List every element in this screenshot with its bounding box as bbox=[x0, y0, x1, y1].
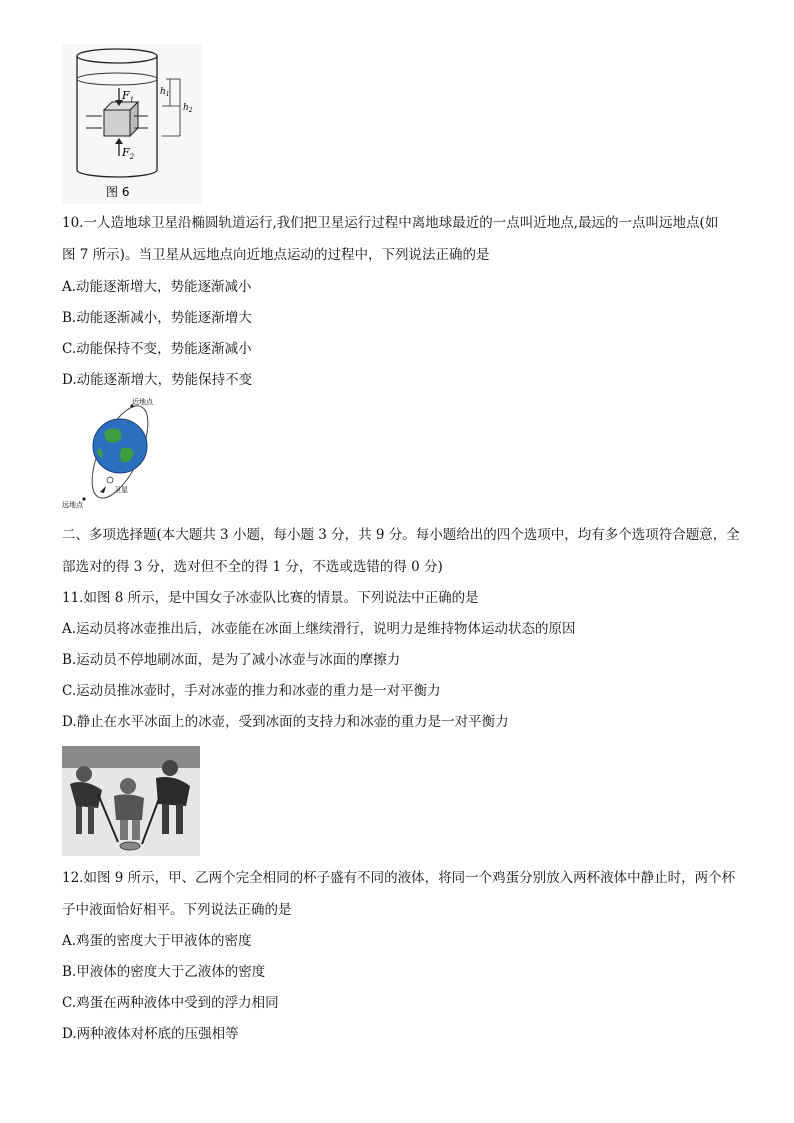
q10-stem-line2: 图 7 所示)。当卫星从远地点向近地点运动的过程中，下列说法正确的是 bbox=[62, 247, 490, 263]
section2-line1: 二、多项选择题(本大题共 3 小题，每小题 3 分，共 9 分。每小题给出的四个选项中，均有多个选项符合题意，全 bbox=[62, 527, 740, 543]
label-f2-sub: 2 bbox=[129, 153, 135, 161]
figure-8-curling-photo bbox=[62, 746, 200, 856]
figure-6-caption: 图 6 bbox=[106, 185, 130, 199]
label-h1: h bbox=[160, 87, 166, 97]
label-h2: h bbox=[183, 103, 189, 113]
q12-stem-line2: 子中液面恰好相平。下列说法正确的是 bbox=[62, 902, 292, 918]
earth-globe-icon bbox=[93, 419, 147, 473]
q11-option-c: C.运动员推冰壶时，手对冰壶的推力和冰壶的重力是一对平衡力 bbox=[62, 683, 441, 699]
q10-option-c: C.动能保持不变，势能逐渐减小 bbox=[62, 341, 252, 357]
q12-option-b: B.甲液体的密度大于乙液体的密度 bbox=[62, 964, 266, 980]
q12-option-a: A.鸡蛋的密度大于甲液体的密度 bbox=[62, 933, 252, 949]
label-f1-sub: 1 bbox=[129, 96, 135, 104]
q12-option-c: C.鸡蛋在两种液体中受到的浮力相同 bbox=[62, 995, 279, 1011]
q10-option-b: B.动能逐渐减小，势能逐渐增大 bbox=[62, 310, 252, 326]
label-f1: F bbox=[122, 89, 130, 102]
q12-stem-line1: 12.如图 9 所示，甲、乙两个完全相同的杯子盛有不同的液体，将同一个鸡蛋分别放入两杯液体中静止时，两个杯 bbox=[62, 870, 736, 886]
section2-line2: 部选对的得 3 分，选对但不全的得 1 分，不选或选错的得 0 分) bbox=[62, 559, 443, 575]
figure-6-cylinder-diagram bbox=[62, 44, 202, 204]
label-satellite: 卫星 bbox=[114, 486, 128, 494]
label-h2-sub: 2 bbox=[188, 107, 193, 114]
q10-stem-line1: 10.一人造地球卫星沿椭圆轨道运行,我们把卫星运行过程中离地球最近的一点叫近地点,最远的一点叫远地点(如 bbox=[62, 215, 719, 231]
label-perigee: 近地点 bbox=[132, 398, 153, 406]
q11-option-d: D.静止在水平冰面上的冰壶，受到冰面的支持力和冰壶的重力是一对平衡力 bbox=[62, 714, 509, 730]
figure-7-orbit-diagram bbox=[62, 396, 162, 508]
label-h1-sub: 1 bbox=[165, 91, 170, 98]
label-apogee: 远地点 bbox=[62, 501, 83, 508]
q11-option-b: B.运动员不停地刷冰面，是为了减小冰壶与冰面的摩擦力 bbox=[62, 652, 401, 668]
q11-stem: 11.如图 8 所示，是中国女子冰壶队比赛的情景。下列说法中正确的是 bbox=[62, 590, 479, 606]
q12-option-d: D.两种液体对杯底的压强相等 bbox=[62, 1026, 239, 1042]
q10-option-d: D.动能逐渐增大，势能保持不变 bbox=[62, 372, 253, 388]
q11-option-a: A.运动员将冰壶推出后，冰壶能在冰面上继续滑行，说明力是维持物体运动状态的原因 bbox=[62, 621, 576, 637]
curling-stone-icon bbox=[120, 842, 140, 850]
satellite-icon bbox=[107, 477, 113, 483]
q10-option-a: A.动能逐渐增大，势能逐渐减小 bbox=[62, 279, 252, 295]
label-f2: F bbox=[122, 146, 130, 159]
